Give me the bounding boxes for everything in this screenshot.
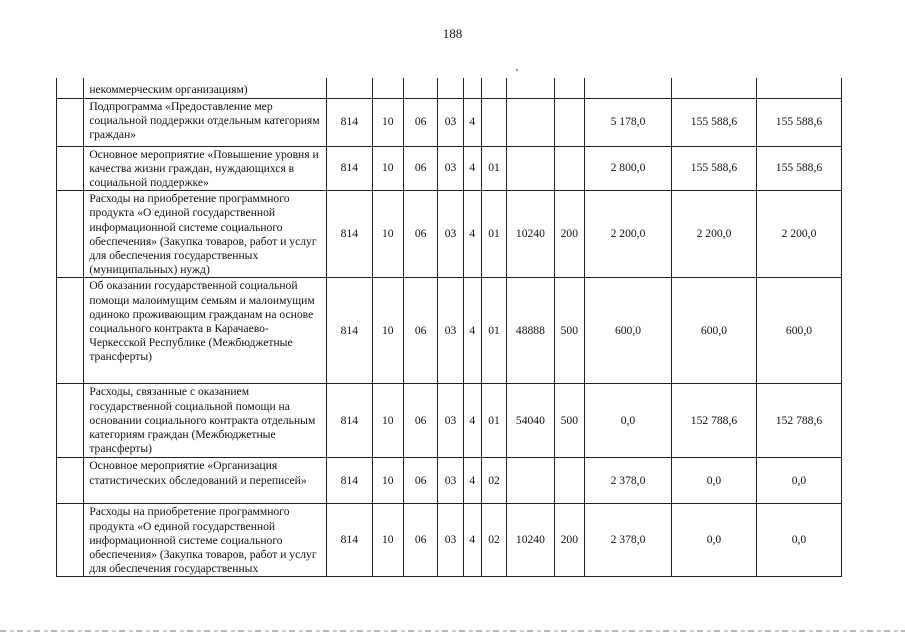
amount-2022-cell: 155 588,6 (756, 146, 841, 191)
event-code-cell: 02 (481, 458, 506, 504)
subsection-code-cell: 06 (403, 458, 437, 504)
direction-code-cell (507, 458, 555, 504)
amount-2021-cell: 0,0 (671, 504, 756, 577)
amount-2022-cell (756, 78, 841, 98)
row-index-cell (57, 78, 84, 98)
budget-table (56, 78, 842, 577)
table-row (57, 384, 842, 458)
expense-type-code-cell: 500 (554, 384, 584, 458)
event-code-cell (481, 78, 506, 98)
expense-type-code-cell: 200 (554, 191, 584, 278)
section-code-cell: 10 (372, 458, 403, 504)
ministry-code-cell: 814 (327, 504, 373, 577)
row-name: Основное мероприятие «Организация статистических обследований и переписей» (84, 458, 327, 504)
ministry-code-cell: 814 (327, 191, 373, 278)
row-name: Расходы на приобретение программного продукта «О единой государственной информационной системе социального обеспечения» (Закупка товаров, работ и услуг для обеспечения государственных (84, 504, 327, 577)
event-code-cell: 01 (481, 191, 506, 278)
scan-speck (516, 69, 518, 71)
scan-artifact-line (0, 630, 905, 632)
row-index-cell (57, 504, 84, 577)
row-name: некоммерческим организациям) (84, 78, 327, 98)
subprogram-code-cell: 4 (463, 278, 481, 384)
row-index-cell (57, 146, 84, 191)
amount-2021-cell: 2 200,0 (671, 191, 756, 278)
row-name: Основное мероприятие «Повышение уровня и качества жизни граждан, нуждающихся в социальной поддержке» (84, 146, 327, 191)
program-code-cell (438, 78, 463, 98)
subsection-code-cell: 06 (403, 504, 437, 577)
event-code-cell: 01 (481, 146, 506, 191)
ministry-code-cell: 814 (327, 384, 373, 458)
section-code-cell: 10 (372, 504, 403, 577)
direction-code-cell (507, 146, 555, 191)
page-number: 188 (442, 26, 463, 41)
program-code-cell: 03 (438, 384, 463, 458)
amount-2020-cell: 2 200,0 (585, 191, 672, 278)
amount-2022-cell: 2 200,0 (756, 191, 841, 278)
subprogram-code-cell (463, 78, 481, 98)
amount-2022-cell: 152 788,6 (756, 384, 841, 458)
row-index-cell (57, 458, 84, 504)
expense-type-code-cell: 200 (554, 504, 584, 577)
table-body (57, 78, 842, 577)
event-code-cell (481, 98, 506, 146)
expense-type-code-cell: 500 (554, 278, 584, 384)
direction-code-cell: 54040 (507, 384, 555, 458)
amount-2021-cell: 152 788,6 (671, 384, 756, 458)
row-index-cell (57, 278, 84, 384)
amount-2022-cell: 0,0 (756, 504, 841, 577)
expense-type-code-cell (554, 98, 584, 146)
section-code-cell: 10 (372, 146, 403, 191)
program-code-cell: 03 (438, 278, 463, 384)
amount-2020-cell: 5 178,0 (585, 98, 672, 146)
amount-2021-cell (671, 78, 756, 98)
program-code-cell: 03 (438, 98, 463, 146)
subsection-code-cell: 06 (403, 146, 437, 191)
event-code-cell: 01 (481, 384, 506, 458)
event-code-cell: 01 (481, 278, 506, 384)
amount-2020-cell: 2 800,0 (585, 146, 672, 191)
table-row (57, 78, 842, 98)
expense-type-code-cell (554, 146, 584, 191)
program-code-cell: 03 (438, 146, 463, 191)
subsection-code-cell: 06 (403, 278, 437, 384)
subprogram-code-cell: 4 (463, 504, 481, 577)
section-code-cell (372, 78, 403, 98)
direction-code-cell: 10240 (507, 504, 555, 577)
row-name: Расходы, связанные с оказанием государственной социальной помощи на основании социального контракта отдельным категориям граждан (Межбюджетные трансферты) (84, 384, 327, 458)
row-name: Подпрограмма «Предоставление мер социальной поддержки отдельным категориям граждан» (84, 98, 327, 146)
row-index-cell (57, 98, 84, 146)
expense-type-code-cell (554, 458, 584, 504)
subprogram-code-cell: 4 (463, 191, 481, 278)
table-row (57, 458, 842, 504)
subsection-code-cell (403, 78, 437, 98)
amount-2020-cell (585, 78, 672, 98)
table-row (57, 278, 842, 384)
direction-code-cell: 48888 (507, 278, 555, 384)
row-index-cell (57, 384, 84, 458)
amount-2022-cell: 0,0 (756, 458, 841, 504)
section-code-cell: 10 (372, 191, 403, 278)
table-row (57, 191, 842, 278)
ministry-code-cell: 814 (327, 278, 373, 384)
subprogram-code-cell: 4 (463, 98, 481, 146)
expense-type-code-cell (554, 78, 584, 98)
table-row (57, 98, 842, 146)
amount-2020-cell: 2 378,0 (585, 504, 672, 577)
subprogram-code-cell: 4 (463, 384, 481, 458)
ministry-code-cell: 814 (327, 458, 373, 504)
amount-2020-cell: 2 378,0 (585, 458, 672, 504)
subprogram-code-cell: 4 (463, 146, 481, 191)
direction-code-cell (507, 78, 555, 98)
program-code-cell: 03 (438, 458, 463, 504)
section-code-cell: 10 (372, 98, 403, 146)
row-name: Об оказании государственной социальной помощи малоимущим семьям и малоимущим одиноко проживающим гражданам на основе социального контракта в Карачаево-Черкесской Республике (Межбюджетные трансферты) (84, 278, 327, 384)
program-code-cell: 03 (438, 504, 463, 577)
ministry-code-cell (327, 78, 373, 98)
subprogram-code-cell: 4 (463, 458, 481, 504)
subsection-code-cell: 06 (403, 191, 437, 278)
row-index-cell (57, 191, 84, 278)
section-code-cell: 10 (372, 278, 403, 384)
direction-code-cell: 10240 (507, 191, 555, 278)
event-code-cell: 02 (481, 504, 506, 577)
amount-2021-cell: 600,0 (671, 278, 756, 384)
amount-2021-cell: 155 588,6 (671, 146, 756, 191)
subsection-code-cell: 06 (403, 98, 437, 146)
row-name: Расходы на приобретение программного продукта «О единой государственной информационной системе социального обеспечения» (Закупка товаров, работ и услуг для обеспечения государственных (муниципальных) нужд) (84, 191, 327, 278)
table-row (57, 146, 842, 191)
section-code-cell: 10 (372, 384, 403, 458)
ministry-code-cell: 814 (327, 146, 373, 191)
amount-2022-cell: 600,0 (756, 278, 841, 384)
subsection-code-cell: 06 (403, 384, 437, 458)
amount-2020-cell: 0,0 (585, 384, 672, 458)
table-row (57, 504, 842, 577)
amount-2020-cell: 600,0 (585, 278, 672, 384)
program-code-cell: 03 (438, 191, 463, 278)
amount-2021-cell: 155 588,6 (671, 98, 756, 146)
direction-code-cell (507, 98, 555, 146)
amount-2021-cell: 0,0 (671, 458, 756, 504)
ministry-code-cell: 814 (327, 98, 373, 146)
amount-2022-cell: 155 588,6 (756, 98, 841, 146)
